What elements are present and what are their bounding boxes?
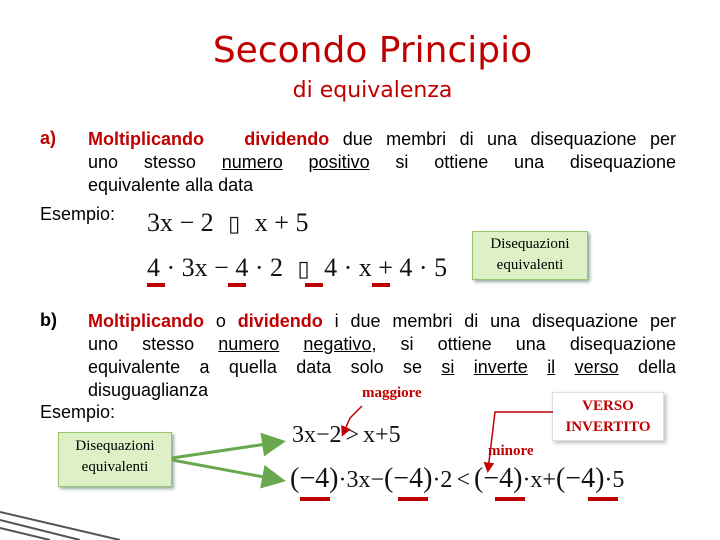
verb-multiplying: Moltiplicando	[88, 129, 204, 149]
arrow-to-multiplied	[172, 460, 280, 480]
word-positivo: positivo	[308, 152, 370, 172]
example-b-label: Esempio:	[40, 402, 116, 422]
greater-than-symbol: >	[345, 422, 360, 448]
pointer-minore	[488, 412, 553, 470]
pointer-maggiore	[343, 406, 362, 434]
missing-symbol-icon: ▯	[228, 211, 241, 236]
equivalent-inequalities-box-b: Disequazioni equivalenti	[58, 432, 172, 487]
label-minore: minore	[488, 443, 534, 459]
arrow-to-original	[172, 442, 280, 458]
inequality-b-multiplied: (−4)·3x−(−4)·2 < (−4)·x+(−4)·5	[290, 463, 625, 494]
label-maggiore: maggiore	[362, 385, 422, 401]
word-negativo: negativo	[303, 334, 372, 354]
word-numero: numero	[218, 334, 280, 354]
section-b-marker: b)	[40, 310, 57, 330]
equivalent-inequalities-box-a: Disequazioni equivalenti	[472, 231, 588, 280]
verso-invertito-box: VERSO INVERTITO	[552, 392, 664, 441]
missing-symbol-icon: ▯	[297, 256, 310, 281]
word-numero: numero	[221, 152, 283, 172]
less-than-symbol: <	[456, 467, 470, 493]
section-a-text: Moltiplicando dividendo due membri di una disequazione per uno stesso numero positivo si ottiene una disequazione equivalente alla data	[88, 129, 676, 195]
page-title: Secondo Principio	[212, 30, 533, 71]
verb-multiplying: Moltiplicando	[88, 311, 204, 331]
inequality-a-original: 3x − 2 ▯ x + 5	[147, 208, 309, 237]
section-a-marker: a)	[40, 128, 57, 148]
inequality-b-original: 3x−2 > x+5	[292, 422, 401, 448]
inequality-a-multiplied: 4 · 3x − 4 · 2 ▯ 4 · x + 4 · 5	[147, 253, 448, 282]
example-a-label: Esempio:	[40, 204, 116, 224]
verb-dividing: dividendo	[244, 129, 330, 149]
corner-decoration	[0, 512, 120, 540]
page-subtitle: di equivalenza	[292, 78, 453, 103]
verb-dividing: dividendo	[237, 311, 323, 331]
section-b-text: Moltiplicando o dividendo i due membri di una disequazione per uno stesso numero negativo, si ottiene una disequazione equivalente a quella data solo se si inverte il verso della disuguaglianza	[88, 311, 676, 400]
